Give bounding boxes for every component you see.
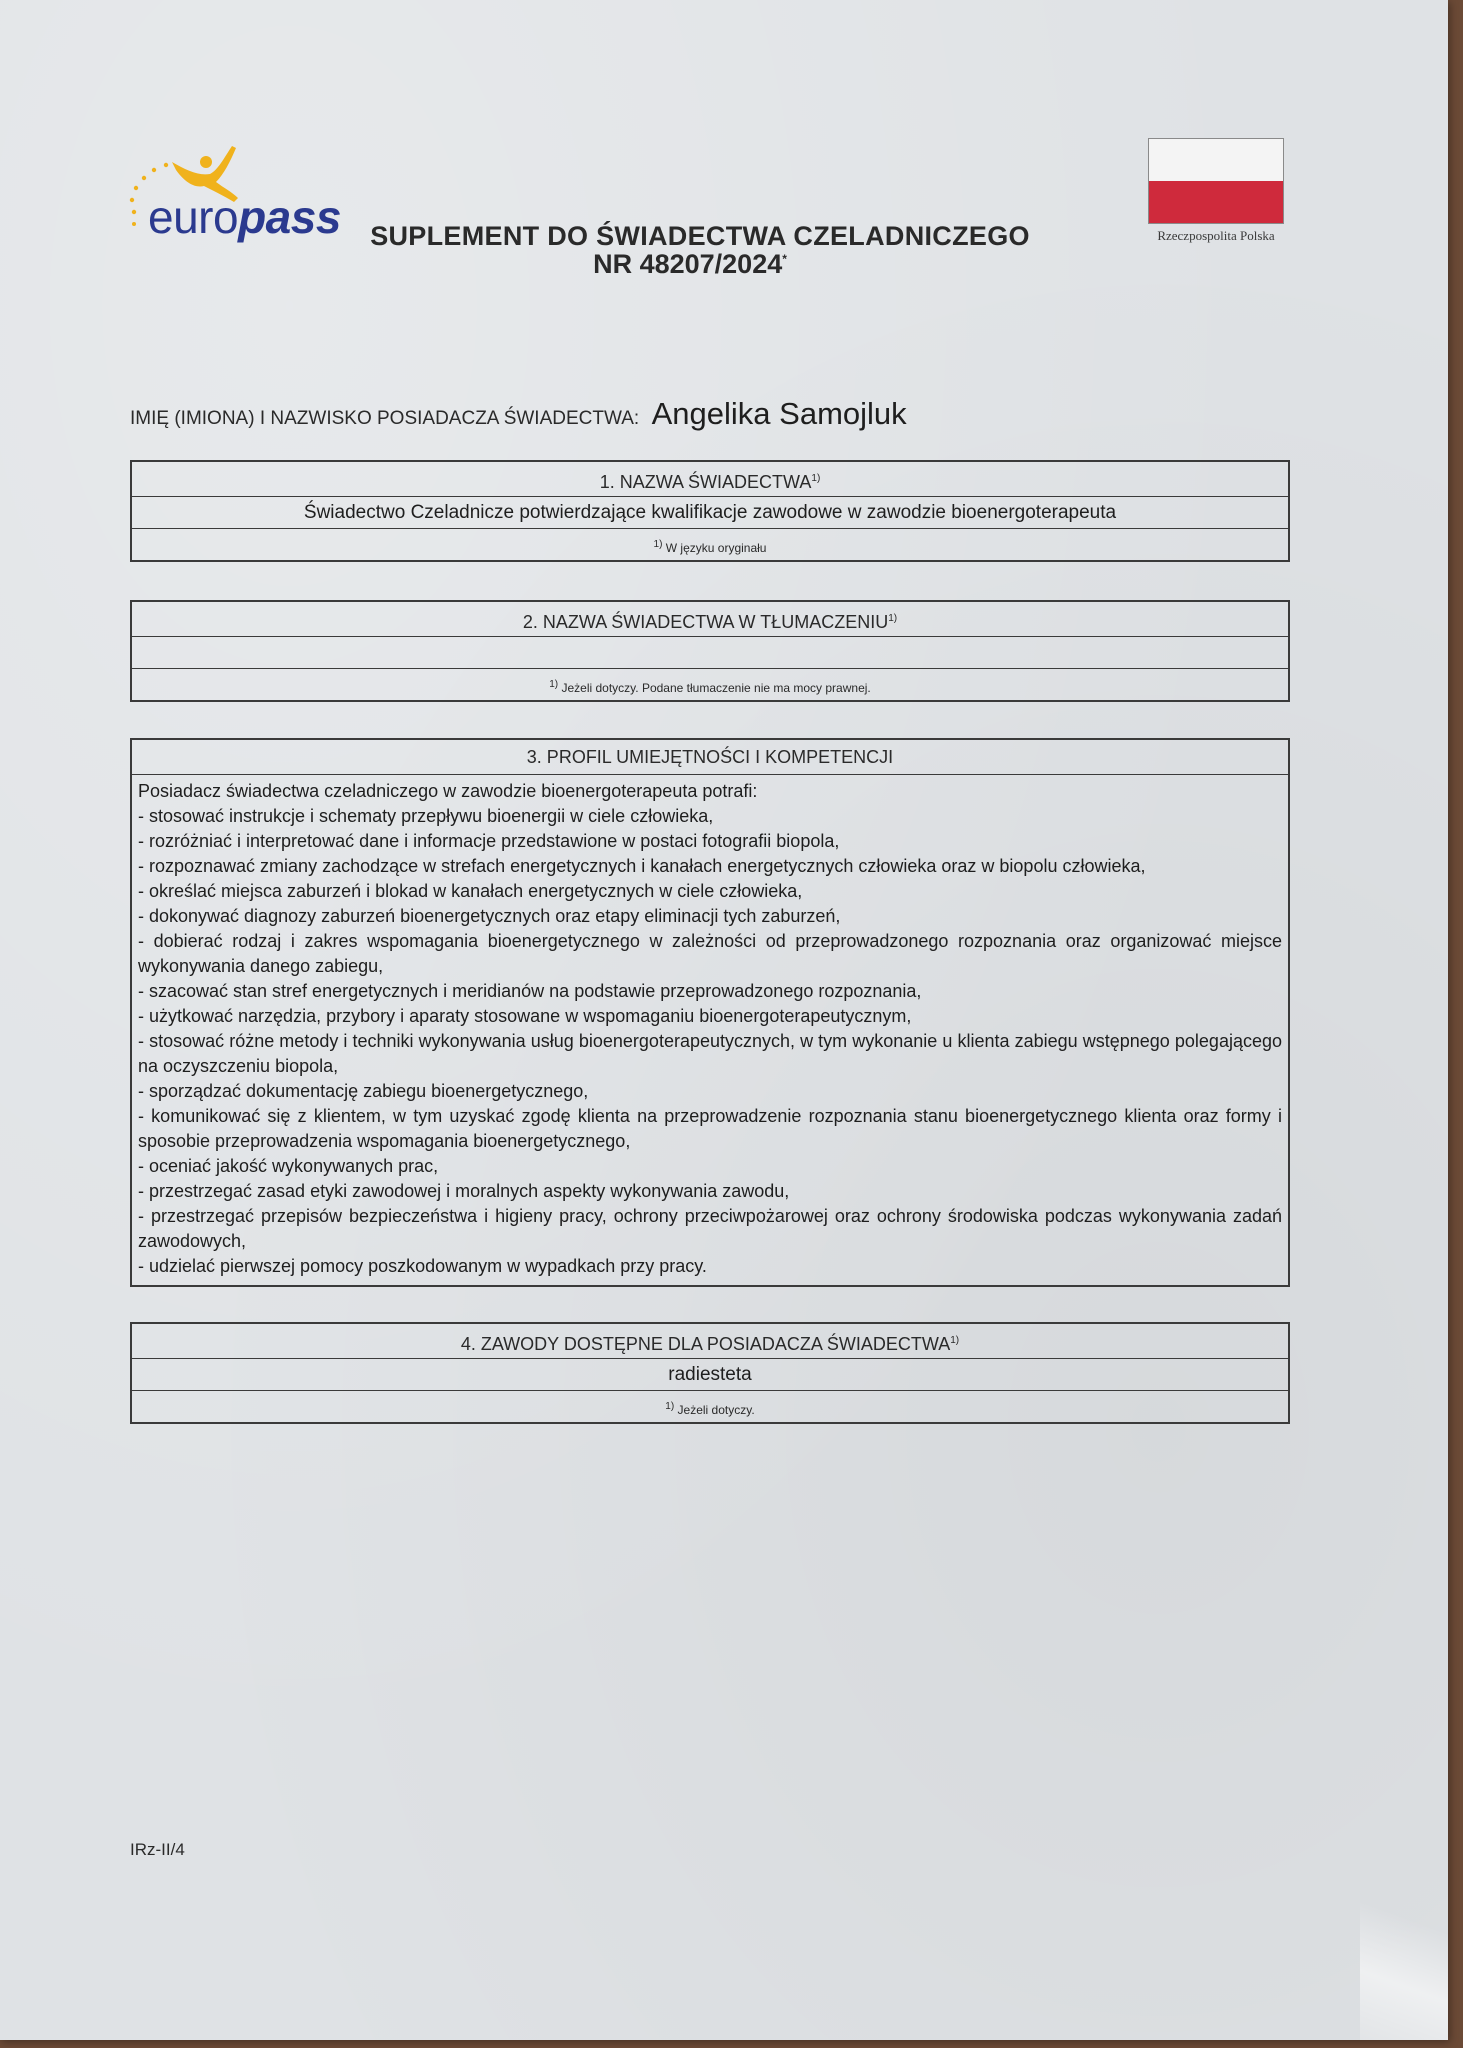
- section-2-heading-mark: 1): [888, 613, 898, 624]
- profile-line: - komunikować się z klientem, w tym uzyskać zgodę klienta na przeprowadzenie rozpoznania stanu bioenergetycznego klienta oraz formy i sposobie przeprowadzenia wspomagania bioenergetycznego,: [138, 1106, 1282, 1151]
- flag-red-stripe: [1149, 181, 1283, 223]
- form-code: IRz-II/4: [130, 1840, 185, 1859]
- section-4-value: radiesteta: [132, 1358, 1288, 1390]
- title-line-2: [280, 250, 1100, 278]
- title-line-1: SUPLEMENT DO ŚWIADECTWA CZELADNICZEGO: [370, 221, 1030, 251]
- holder-line: [130, 396, 907, 432]
- profile-line: - określać miejsca zaburzeń i blokad w kanałach energetycznych w ciele człowieka,: [138, 881, 803, 901]
- logo-euro-text: euro: [148, 191, 239, 243]
- section-4-box: [130, 1322, 1290, 1424]
- section-1-note-text: W języku oryginału: [665, 541, 767, 555]
- section-4-heading: [132, 1324, 1288, 1358]
- section-3-box: [130, 738, 1290, 1287]
- profile-line: - sporządzać dokumentację zabiegu bioenergetycznego,: [138, 1081, 589, 1101]
- section-2-note: [132, 668, 1288, 700]
- section-1-heading-text: 1. NAZWA ŚWIADECTWA: [599, 472, 812, 492]
- section-1-note: [132, 528, 1288, 560]
- profile-line: - udzielać pierwszej pomocy poszkodowanym w wypadkach przy pracy.: [138, 1256, 707, 1276]
- profile-line: - stosować instrukcje i schematy przepływu bioenergii w ciele człowieka,: [138, 806, 714, 826]
- section-2-heading: [132, 602, 1288, 636]
- poland-flag: [1148, 138, 1284, 224]
- profile-line: Posiadacz świadectwa czeladniczego w zawodzie bioenergoterapeuta potrafi:: [138, 781, 758, 801]
- profile-line: - rozpoznawać zmiany zachodzące w strefach energetycznych i kanałach energetycznych człowieka oraz w biopolu człowieka,: [138, 856, 1146, 876]
- section-2-box: [130, 600, 1290, 702]
- section-4-note-text: Jeżeli dotyczy.: [677, 1403, 755, 1417]
- profile-line: - oceniać jakość wykonywanych prac,: [138, 1156, 439, 1176]
- certificate-number: NR 48207/2024: [593, 249, 783, 280]
- title-footnote-mark: *: [782, 252, 787, 267]
- section-2-value: [132, 636, 1288, 668]
- flag-white-stripe: [1149, 139, 1283, 181]
- europass-logo: [120, 140, 341, 250]
- section-4-note: [132, 1390, 1288, 1422]
- section-3-profile-list: [132, 774, 1288, 1285]
- flag-caption: Rzeczpospolita Polska: [1157, 228, 1275, 243]
- profile-line: - szacować stan stref energetycznych i meridianów na podstawie przeprowadzonego rozpoznania,: [138, 981, 922, 1001]
- profile-line: - dobierać rodzaj i zakres wspomagania bioenergetycznego w zależności od przeprowadzonego rozpoznania oraz organizować miejsce wykonywania danego zabiegu,: [138, 931, 1282, 976]
- profile-line: - dokonywać diagnozy zaburzeń bioenergetycznych oraz etapy eliminacji tych zaburzeń,: [138, 906, 841, 926]
- section-4-note-mark: 1): [665, 1401, 675, 1412]
- section-3-heading: 3. PROFIL UMIEJĘTNOŚCI I KOMPETENCJI: [526, 747, 894, 767]
- section-1-heading: [132, 462, 1288, 496]
- profile-line: - przestrzegać przepisów bezpieczeństwa i higieny pracy, ochrony przeciwpożarowej oraz ochrony środowiska podczas wykonywania zadań zawodowych,: [138, 1206, 1282, 1251]
- holder-label: IMIĘ (IMIONA) I NAZWISKO POSIADACZA ŚWIADECTWA:: [130, 408, 640, 429]
- section-1-heading-mark: 1): [811, 473, 821, 484]
- section-2-note-mark: 1): [549, 679, 559, 690]
- document-title: [300, 222, 1100, 279]
- section-4-heading-text: 4. ZAWODY DOSTĘPNE DLA POSIADACZA ŚWIADECTWA: [460, 1334, 951, 1354]
- section-1-value: Świadectwo Czeladnicze potwierdzające kwalifikacje zawodowe w zawodzie bioenergoterapeuta: [132, 496, 1288, 528]
- section-2-heading-text: 2. NAZWA ŚWIADECTWA W TŁUMACZENIU: [522, 612, 889, 632]
- profile-line: - stosować różne metody i techniki wykonywania usług bioenergoterapeutycznych, w tym wykonanie u klienta zabiegu wstępnego polegającego na oczyszczeniu biopola,: [138, 1031, 1282, 1076]
- profile-line: - rozróżniać i interpretować dane i informacje przedstawione w postaci fotografii biopola,: [138, 831, 840, 851]
- section-1-box: [130, 460, 1290, 562]
- section-1-note-mark: 1): [653, 539, 663, 550]
- holder-name: Angelika Samojluk: [651, 396, 907, 431]
- profile-line: - przestrzegać zasad etyki zawodowej i moralnych aspekty wykonywania zawodu,: [138, 1181, 790, 1201]
- section-4-heading-mark: 1): [950, 1335, 960, 1346]
- profile-line: - użytkować narzędzia, przybory i aparaty stosowane w wspomaganiu bioenergoterapeutycznym,: [138, 1006, 912, 1026]
- page-corner-highlight: [1360, 1840, 1448, 2040]
- section-2-note-text: Jeżeli dotyczy. Podane tłumaczenie nie ma mocy prawnej.: [561, 681, 871, 695]
- logo-pass-text: pass: [238, 191, 341, 243]
